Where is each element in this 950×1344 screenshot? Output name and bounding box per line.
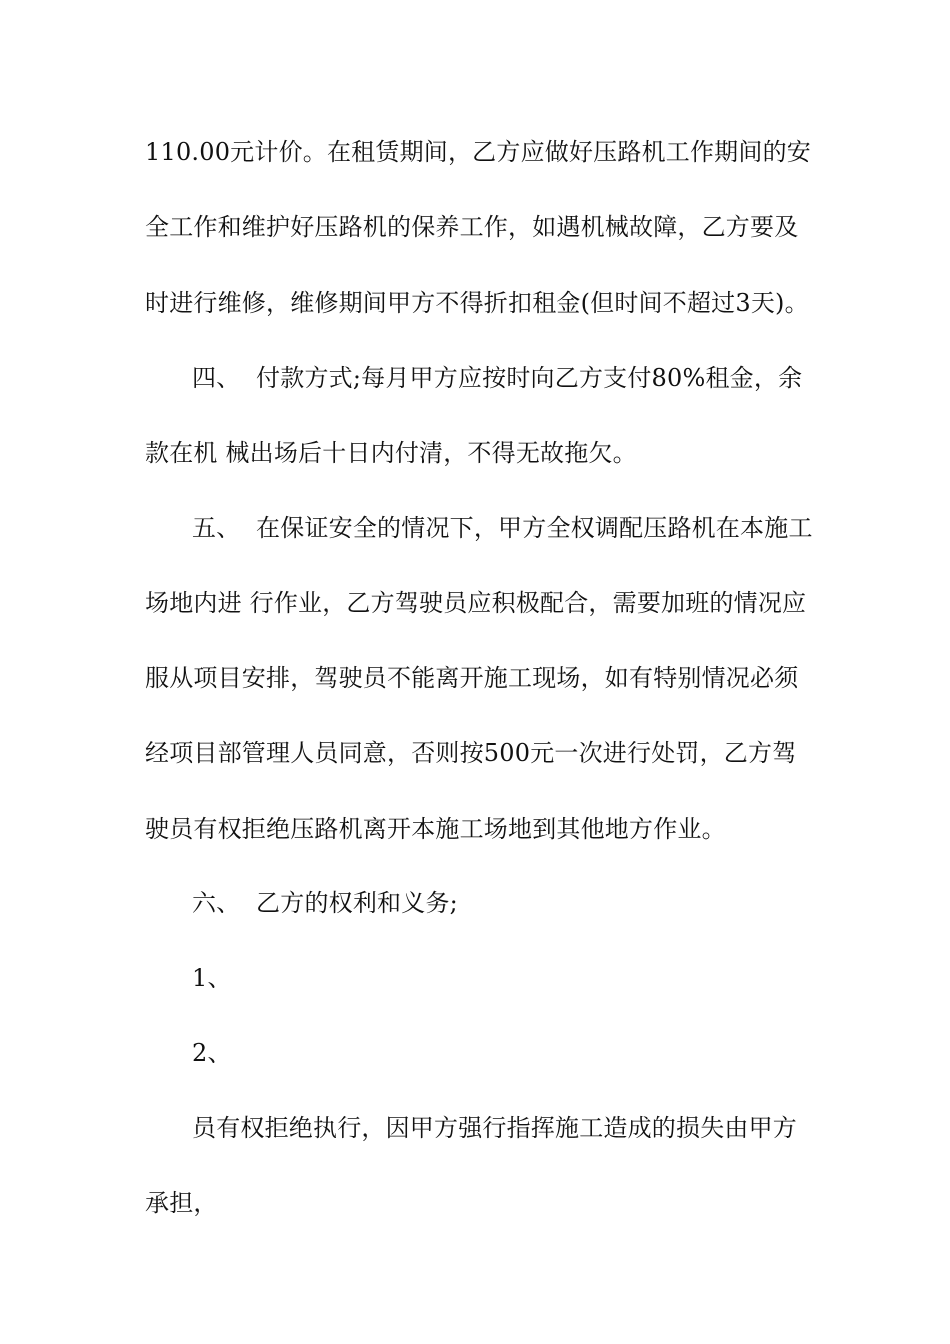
list-item-1: 1、 [192,964,232,992]
section-five-heading-line: 五、 在保证安全的情况下，甲方全权调配压路机在本施工 [192,514,813,542]
text-line-2: 全工作和维护好压路机的保养工作，如遇机械故障，乙方要及 [145,213,799,241]
list-item-2: 2、 [192,1039,232,1067]
text-line-8: 服从项目安排，驾驶员不能离开施工现场，如有特别情况必须 [145,664,799,692]
text-line-10: 驶员有权拒绝压路机离开本施工场地到其他地方作业。 [145,815,726,843]
section-six-heading-line: 六、 乙方的权利和义务; [192,889,458,917]
text-line-7: 场地内进 行作业，乙方驾驶员应积极配合，需要加班的情况应 [145,589,807,617]
text-line-1: 110.00元计价。在租赁期间，乙方应做好压路机工作期间的安 [145,138,811,166]
text-line-3: 时进行维修，维修期间甲方不得折扣租金(但时间不超过3天)。 [145,289,809,317]
section-four-heading-line: 四、 付款方式;每月甲方应按时向乙方支付80%租金，余 [192,364,803,392]
text-line-9: 经项目部管理人员同意，否则按500元一次进行处罚，乙方驾 [145,739,797,767]
text-line-15: 承担， [145,1189,218,1217]
text-line-5: 款在机 械出场后十日内付清，不得无故拖欠。 [145,439,637,467]
text-line-14: 员有权拒绝执行，因甲方强行指挥施工造成的损失由甲方 [192,1114,797,1142]
